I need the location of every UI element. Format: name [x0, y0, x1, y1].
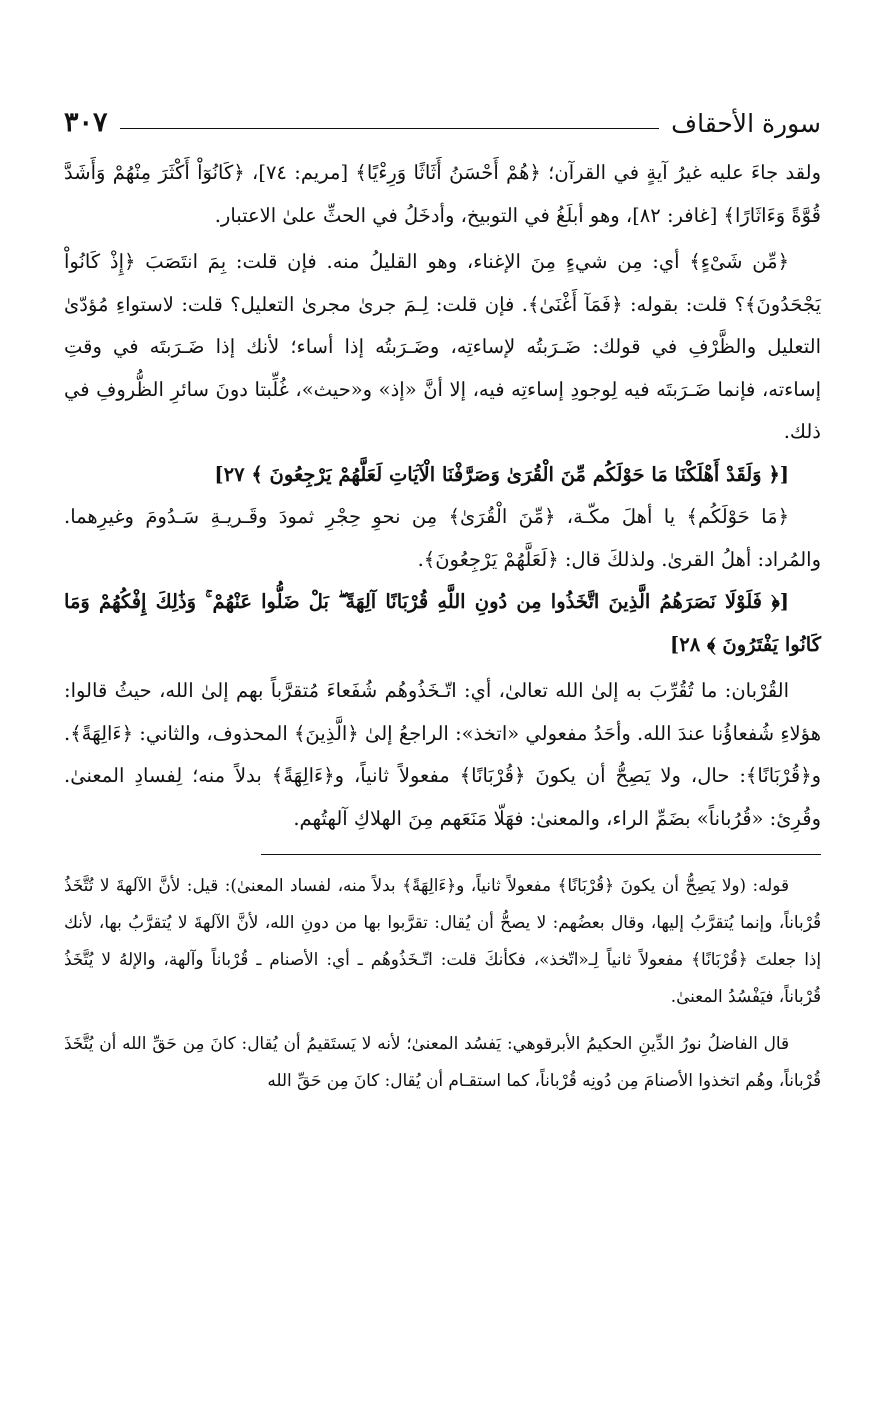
paragraph-2: ﴿مِّن شَىْءٍ﴾ أي: مِن شيءٍ مِنَ الإغناء، وهو القليلُ منه. فإن قلت: بِمَ انتَصَبَ ﴿إِذْ كَانُواْ يَجْحَدُونَ﴾؟ قلت: بقوله: ﴿فَمَآ أَغْنَىٰ﴾. فإن قلت: لِـمَ جرىٰ مجرىٰ التعليل؟ قلت: لاستواءِ مُؤدّىٰ التعليل والظَّرْفِ في قولك: ضَـرَبتُه لإساءتِه، وضَـرَبتُه إذا أساء؛ لأنك إذا ضَـرَبتَه في وقتِ إساءته، فإنما ضَـرَبتَه فيه لِوجودِ إساءتِه فيه، إلا أنَّ «إذ» و«حيث»، غُلِّبتا دونَ سائرِ الظُّروفِ في ذلك.: [64, 250, 821, 443]
paragraph-3: ﴿مَا حَوْلَكُم﴾ يا أهلَ مكّـة، ﴿مِّنَ الْقُرَىٰ﴾ مِن نحوِ حِجْرِ ثمودَ وقَـريـةِ سَـدُومَ وغيرِهما. والمُراد: أهلُ القرىٰ. ولذلكَ قال: ﴿لَعَلَّهُمْ يَرْجِعُونَ﴾.: [64, 505, 821, 571]
page-number: ٣٠٧: [64, 107, 108, 138]
header-rule: [120, 128, 660, 129]
page-header: [64, 96, 821, 138]
commentary-notes: [64, 867, 821, 1099]
book-page: [64, 96, 821, 1099]
verse-27: [﴿ وَلَقَدْ أَهْلَكْنَا مَا حَوْلَكُم مِّنَ الْقُرَىٰ وَصَرَّفْنَا الْآيَاتِ لَعَلَّهُمْ يَرْجِعُونَ ﴾ ٢٧]: [214, 462, 789, 486]
footnote-separator: [261, 854, 821, 855]
surah-title: سورة الأحقاف: [671, 109, 821, 138]
note-1: قوله: (ولا يَصِحُّ أن يكونَ ﴿قُرْبَانًا﴾ مفعولاً ثانياً، و﴿ءَالِهَةً﴾ بدلاً منه، لفساد المعنىٰ): قيل: لأنَّ الآلهةَ لا تُتَّخَذُ قُرْباناً، وإنما يُتقرَّبُ إليها، وقال بعضُهم: لا يصحُّ أن يُقال: تقرَّبوا بها من دونِ الله، لأنَّ الآلهةَ لا يُتقرَّبُ بها، لأنك إذا جعلتَ ﴿قُرْبَانًا﴾ مفعولاً ثانياً لِـ«اتّخذ»، فكأنكَ قلت: اتّـخَذُوهُم ـ أي: الأصنام ـ قُرْباناً وآلهة، والإلهُ لا يُتَّخَذُ قُرْباناً، فيَفْسُدُ المعنىٰ.: [64, 875, 821, 1006]
note-2: قال الفاضلُ نورُ الدِّينِ الحكيمُ الأبرقوهي: يَفسُد المعنىٰ؛ لأنه لا يَستَقيمُ أن يُقال: كانَ مِن حَقِّ الله أن يُتَّخَذَ قُرْباناً، وهُم اتخذوا الأصنامَ مِن دُونِه قُرْباناً، كما استقـام أن يُقال: كانَ مِن حَقِّ الله: [64, 1033, 821, 1090]
main-text: [64, 152, 821, 840]
paragraph-1: ولقد جاءَ عليه غيرُ آيةٍ في القرآن؛ ﴿هُمْ أَحْسَنُ أَثَاثًا وَرِءْيًا﴾ [مريم: ٧٤]، ﴿كَانُوٓاْ أَكْثَرَ مِنْهُمْ وَأَشَدَّ قُوَّةً وَءَاثَارًا﴾ [غافر: ٨٢]، وهو أبلَغُ في التوبيخ، وأدخَلُ في الحثِّ علىٰ الاعتبار.: [64, 161, 821, 227]
verse-28: [﴿ فَلَوْلَا نَصَرَهُمُ الَّذِينَ اتَّخَذُوا مِن دُونِ اللَّهِ قُرْبَانًا آلِهَةً ۖ بَلْ ضَلُّوا عَنْهُمْ ۚ وَذَٰلِكَ إِفْكُهُمْ وَمَا كَانُوا يَفْتَرُونَ ﴾ ٢٨]: [64, 590, 821, 656]
paragraph-4: القُرْبان: ما تُقُرِّبَ به إلىٰ الله تعالىٰ، أي: اتّـخَذُوهُم شُفَعاءَ مُتقرَّباً بهم إلىٰ الله، حيثُ قالوا: هؤلاءِ شُفعاؤُنا عندَ الله. وأحَدُ مفعولي «اتخذ»: الراجعُ إلىٰ ﴿الَّذِينَ﴾ المحذوف، والثاني: ﴿ءَالِهَةً﴾. و﴿قُرْبَانًا﴾: حال، ولا يَصِحُّ أن يكونَ ﴿قُرْبَانًا﴾ مفعولاً ثانياً، و﴿ءَالِهَةً﴾ بدلاً منه؛ لِفسادِ المعنىٰ. وقُرِئ: «قُرُباناً» بضَمِّ الراء، والمعنىٰ: فهَلّا مَنَعَهم مِنَ الهلاكِ آلهتُهم.: [64, 679, 821, 830]
